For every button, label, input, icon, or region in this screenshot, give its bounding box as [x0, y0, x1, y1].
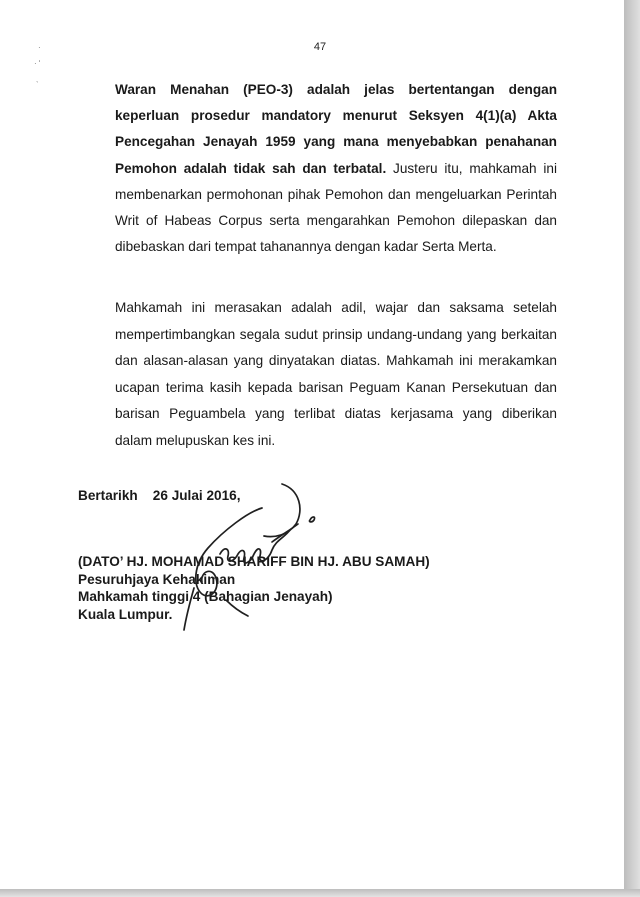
margin-mark: ·: [38, 43, 41, 52]
dated-date: 26 Julai 2016,: [152, 488, 241, 503]
ruling-order-text: Justeru itu, mahkamah ini membenarkan permohonan pihak Pemohon dan mengeluarkan Perintah Writ of Habeas Corpus serta mengarahkan Pemohon dilepaskan dan dibebaskan dari tempat tahanannya dengan kadar Serta Merta.: [115, 160, 558, 255]
handwritten-signature: [150, 478, 350, 638]
signatory-place: Kuala Lumpur.: [78, 606, 173, 622]
signatory-name: (DATO’ HJ. MOHAMAD SHARIFF BIN HJ. ABU SAMAH): [78, 554, 430, 569]
page-edge-bottom: [0, 889, 640, 897]
page-number: 47: [313, 41, 327, 53]
page-edge-right: [624, 0, 640, 897]
signatory-court: Mahkamah tinggi 4 (Bahagian Jenayah): [78, 589, 333, 604]
ruling-bold-text: Waran Menahan (PEO-3) adalah jelas bertentangan dengan keperluan prosedur mandatory menurut Seksyen 4(1)(a) Akta Pencegahan Jenayah 1959 yang mana menyebabkan penahanan Pemohon adalah tidak sah dan terbatal.: [115, 82, 557, 176]
paragraph-ruling: [115, 77, 557, 260]
margin-mark: ˎ: [36, 74, 39, 83]
signatory-title: Pesuruhjaya Kehakiman: [78, 571, 236, 587]
dated-label: Bertarikh: [78, 488, 138, 503]
paragraph-acknowledgement: Mahkamah ini merasakan adalah adil, wajar dan saksama setelah mempertimbangkan segala sudut prinsip undang-undang yang berkaitan dan alasan-alasan yang dinyatakan diatas. Mahkamah ini merakamkan ucapan terima kasih kepada barisan Peguam Kanan Persekutuan dan barisan Peguambela yang terlibat diatas kerjasama yang diberikan dalam melupuskan kes ini.: [115, 300, 557, 448]
margin-mark: · ʹ: [34, 59, 41, 68]
